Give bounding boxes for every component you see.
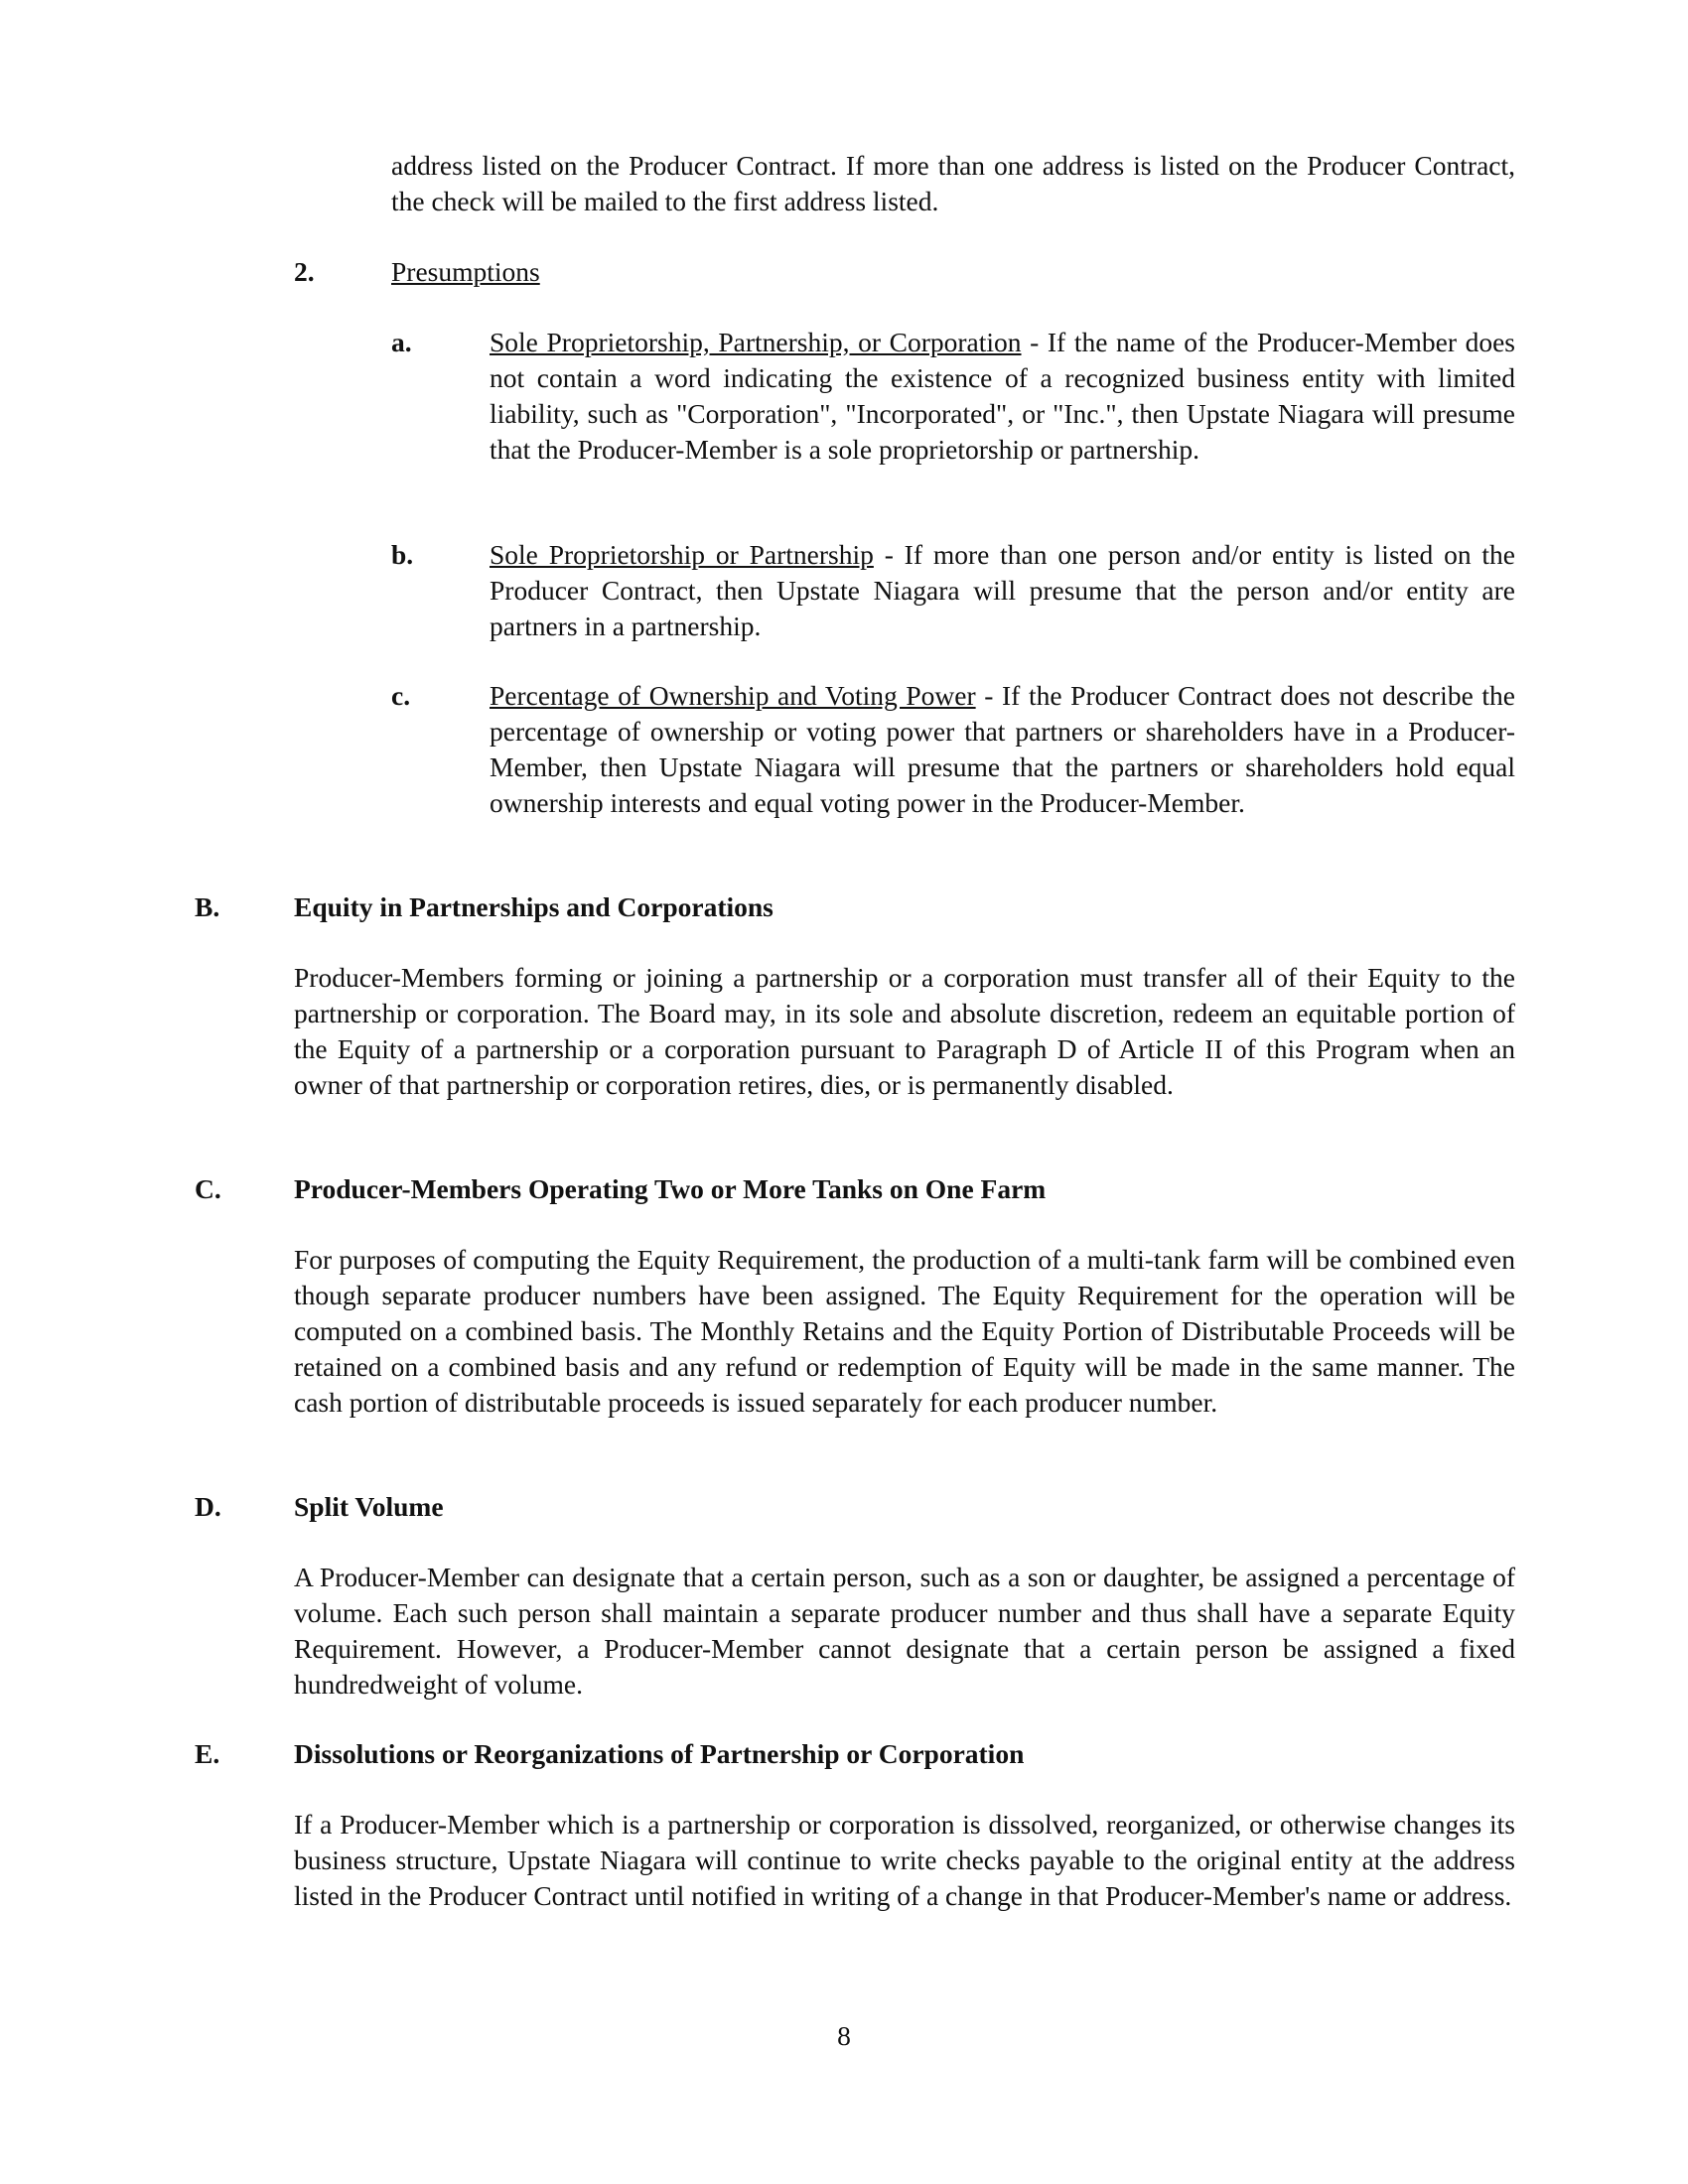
presumption-c-paragraph — [490, 678, 1515, 821]
presumption-b-paragraph — [490, 537, 1515, 644]
presumption-c-letter: c. — [391, 680, 411, 711]
presumption-b-body: - If more than one person and/or entity is listed on the Producer Contract, then Upstate Niagara will presume that the person and/or entity are partners in a partnership. — [490, 539, 1515, 641]
page-number: 8 — [837, 2020, 851, 2051]
section-c-paragraph: For purposes of computing the Equity Requirement, the production of a multi-tank farm will be combined even though separate producer numbers have been assigned. The Equity Requirement for the operation will be computed on a combined basis. The Monthly Retains and the Equity Portion of Distributable Proceeds will be retained on a combined basis and any refund or redemption of Equity will be made in the same manner. The cash portion of distributable proceeds is issued separately for each producer number. — [294, 1244, 1515, 1418]
presumptions-heading: Presumptions — [391, 256, 540, 287]
intro-paragraph: address listed on the Producer Contract. If more than one address is listed on the Producer Contract, the check will be mailed to the first address listed. — [391, 150, 1515, 216]
section-e-paragraph: If a Producer-Member which is a partnership or corporation is dissolved, reorganized, or otherwise changes its business structure, Upstate Niagara will continue to write checks payable to the original entity at the address listed in the Producer Contract until notified in writing of a change in that Producer-Member's name or address. — [294, 1809, 1515, 1911]
presumption-a-title: Sole Proprietorship, Partnership, or Corporation — [490, 327, 1022, 357]
presumption-a-paragraph — [490, 325, 1515, 468]
section-e-letter: E. — [195, 1738, 220, 1769]
section-b-letter: B. — [195, 891, 220, 922]
section-b-paragraph: Producer-Members forming or joining a partnership or a corporation must transfer all of their Equity to the partnership or corporation. The Board may, in its sole and absolute discretion, redeem an equitable portion of the Equity of a partnership or a corporation pursuant to Paragraph D of Article II of this Program when an owner of that partnership or corporation retires, dies, or is permanently disabled. — [294, 962, 1515, 1100]
section-d-letter: D. — [195, 1491, 221, 1522]
presumption-c-title: Percentage of Ownership and Voting Power — [490, 680, 976, 711]
presumptions-number: 2. — [294, 256, 315, 287]
section-c-heading: Producer-Members Operating Two or More Tanks on One Farm — [294, 1173, 1047, 1204]
presumption-a-letter: a. — [391, 327, 412, 357]
section-e-heading: Dissolutions or Reorganizations of Partnership or Corporation — [294, 1738, 1025, 1769]
presumption-a-body: - If the name of the Producer-Member does not contain a word indicating the existence of a recognized business entity with limited liability, such as "Corporation", "Incorporated", or "Inc.", then Upstate Niagara will presume that the Producer-Member is a sole proprietorship or partnership. — [490, 327, 1516, 465]
section-b-heading: Equity in Partnerships and Corporations — [294, 891, 774, 922]
section-d-paragraph: A Producer-Member can designate that a certain person, such as a son or daughter, be assigned a percentage of volume. Each such person shall maintain a separate producer number and thus shall have a separate Equity Requirement. However, a Producer-Member cannot designate that a certain person be assigned a fixed hundredweight of volume. — [294, 1562, 1515, 1700]
presumption-c-body: - If the Producer Contract does not describe the percentage of ownership or voting power that partners or shareholders have in a Producer-Member, then Upstate Niagara will presume that the partners or shareholders hold equal ownership interests and equal voting power in the Producer-Member. — [490, 680, 1515, 818]
section-c-letter: C. — [195, 1173, 221, 1204]
section-d-heading: Split Volume — [294, 1491, 444, 1522]
presumption-b-title: Sole Proprietorship or Partnership — [490, 539, 874, 570]
presumption-b-letter: b. — [391, 539, 414, 570]
